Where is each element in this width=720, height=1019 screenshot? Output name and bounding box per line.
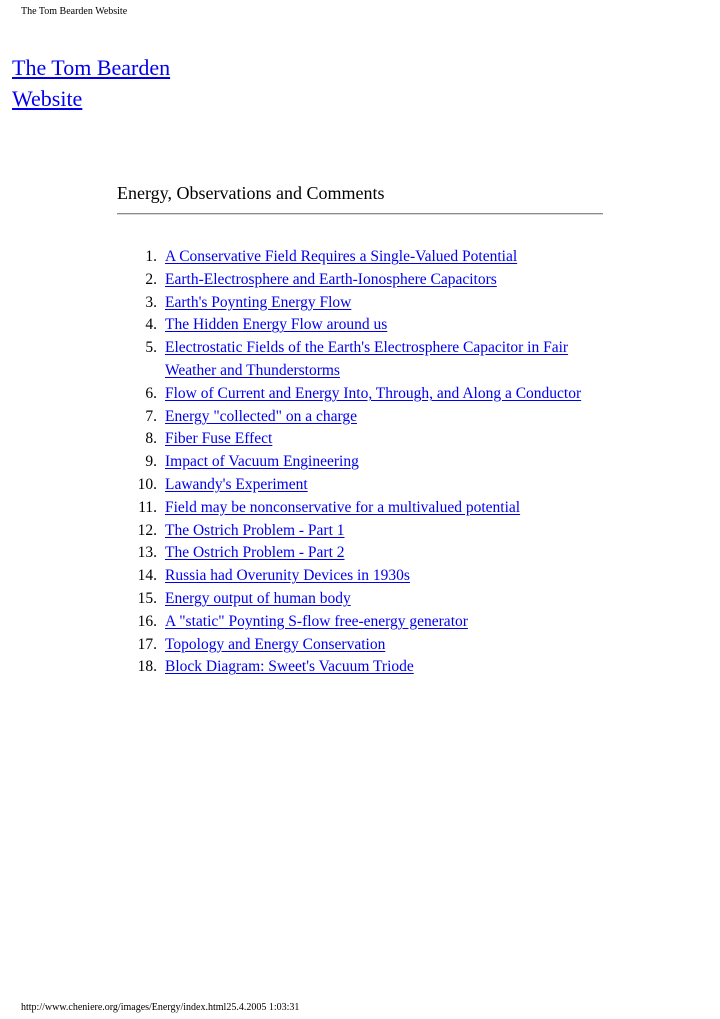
article-link[interactable]: The Ostrich Problem - Part 2	[165, 544, 345, 562]
list-item-number: 16.	[137, 612, 157, 630]
article-link[interactable]: Field may be nonconservative for a multivalued potential	[165, 498, 521, 516]
article-link[interactable]: Russia had Overunity Devices in 1930s	[165, 567, 410, 585]
list-item-number: 9.	[145, 453, 157, 471]
article-link[interactable]: Topology and Energy Conservation	[165, 635, 386, 653]
list-item-number: 11.	[138, 498, 157, 516]
list-item	[145, 269, 585, 292]
list-item-number: 14.	[137, 567, 157, 585]
list-item	[145, 337, 585, 383]
list-item	[145, 314, 585, 337]
list-item-number: 7.	[145, 407, 157, 425]
article-link[interactable]: Impact of Vacuum Engineering	[165, 453, 359, 471]
list-item	[145, 292, 585, 315]
article-link[interactable]: A Conservative Field Requires a Single-Valued Potential	[165, 248, 518, 265]
article-link[interactable]: The Hidden Energy Flow around us	[165, 316, 388, 334]
article-link[interactable]: Fiber Fuse Effect	[165, 430, 273, 448]
list-item-number: 2.	[145, 270, 157, 288]
list-item-number: 3.	[145, 293, 157, 311]
site-title-link[interactable]: The Tom Bearden Website	[12, 55, 171, 111]
list-item	[145, 246, 585, 269]
article-link[interactable]: Flow of Current and Energy Into, Through, and Along a Conductor	[165, 384, 582, 402]
list-item-number: 18.	[137, 658, 157, 676]
list-item-number: 13.	[137, 544, 157, 562]
article-link[interactable]: Block Diagram: Sweet's Vacuum Triode	[165, 658, 414, 676]
article-link[interactable]: A "static" Poynting S-flow free-energy generator	[165, 612, 468, 630]
list-item	[145, 451, 585, 474]
article-link[interactable]: Electrostatic Fields of the Earth's Electrosphere Capacitor in Fair Weather and Thunderstorms	[165, 339, 569, 379]
list-item	[145, 406, 585, 429]
list-item-number: 1.	[145, 248, 157, 265]
article-link[interactable]: Energy output of human body	[165, 589, 351, 607]
article-link[interactable]: The Ostrich Problem - Part 1	[165, 521, 345, 539]
print-footer-url: http://www.cheniere.org/images/Energy/index.html25.4.2005 1:03:31	[21, 1002, 300, 1013]
list-item	[137, 634, 585, 657]
article-list	[137, 246, 585, 679]
horizontal-rule	[117, 213, 603, 215]
list-item	[137, 474, 585, 497]
list-item-number: 4.	[145, 316, 157, 334]
list-item-number: 10.	[137, 475, 157, 493]
article-link[interactable]: Earth-Electrosphere and Earth-Ionosphere Capacitors	[165, 270, 497, 288]
list-item	[137, 565, 585, 588]
list-item	[137, 611, 585, 634]
list-item	[138, 497, 585, 520]
list-item-number: 6.	[145, 384, 157, 402]
list-item	[137, 542, 585, 565]
list-item	[145, 428, 585, 451]
list-item-number: 12.	[137, 521, 157, 539]
list-item-number: 17.	[137, 635, 157, 653]
article-link[interactable]: Lawandy's Experiment	[165, 475, 308, 493]
list-item	[137, 588, 585, 611]
article-link[interactable]: Energy "collected" on a charge	[165, 407, 357, 425]
list-item-number: 15.	[137, 589, 157, 607]
list-item	[137, 656, 585, 679]
list-item-number: 5.	[145, 339, 157, 357]
list-item	[145, 383, 585, 406]
print-header-title: The Tom Bearden Website	[21, 6, 128, 17]
site-title	[12, 52, 232, 114]
section-heading: Energy, Observations and Comments	[117, 183, 385, 203]
list-item	[137, 520, 585, 543]
list-item-number: 8.	[145, 430, 157, 448]
article-link[interactable]: Earth's Poynting Energy Flow	[165, 293, 352, 311]
